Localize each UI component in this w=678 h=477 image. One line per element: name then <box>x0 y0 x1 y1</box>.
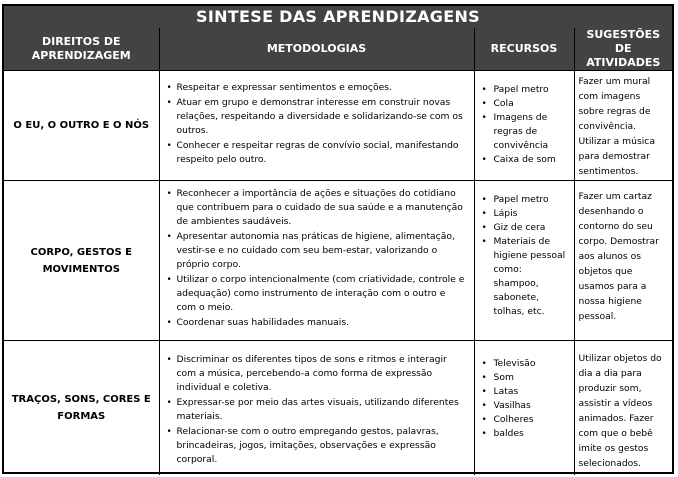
list-item: • Discriminar os diferentes tipos de sons e ritmos e interagir com a música, percebendo-a como forma de expressão individual e coletiva. <box>164 353 468 395</box>
sugestoes-cell: Fazer um mural com imagens sobre regras de convivência. Utilizar a música para demostrar sentimentos. <box>574 71 672 181</box>
recursos-cell <box>474 181 574 341</box>
synthesis-table <box>4 28 672 475</box>
recursos-cell <box>474 341 574 475</box>
list-item: • Lápis <box>479 207 570 221</box>
synthesis-table-frame <box>2 4 674 474</box>
list-item: • Materiais de higiene pessoal como: shampoo, sabonete, tolhas, etc. <box>479 235 570 319</box>
list-item: • Apresentar autonomia nas práticas de higiene, alimentação, vestir-se e no cuidado com seu bem-estar, valorizando o próprio corpo. <box>164 230 468 272</box>
metodologias-cell <box>159 71 474 181</box>
metodologias-cell <box>159 181 474 341</box>
header-direitos: DIREITOS DE APRENDIZAGEM <box>4 28 159 71</box>
table-title: SINTESE DAS APRENDIZAGENS <box>4 6 672 28</box>
list-item: • Conhecer e respeitar regras de convívio social, manifestando respeito pelo outro. <box>164 139 468 167</box>
list-item: • baldes <box>479 427 570 441</box>
list-item: • Televisão <box>479 357 570 371</box>
direito-cell: O EU, O OUTRO E O NÓS <box>4 71 159 181</box>
header-metodologias: METODOLOGIAS <box>159 28 474 71</box>
list-item: • Colheres <box>479 413 570 427</box>
list-item: • Giz de cera <box>479 221 570 235</box>
header-recursos: RECURSOS <box>474 28 574 71</box>
list-item: • Papel metro <box>479 83 570 97</box>
table-row <box>4 181 672 341</box>
list-item: • Vasilhas <box>479 399 570 413</box>
list-item: • Papel metro <box>479 193 570 207</box>
sugestoes-cell: Utilizar objetos do dia a dia para produzir som, assistir a vídeos animados. Fazer com que o bebê imite os gestos selecionados. <box>574 341 672 475</box>
header-row <box>4 28 672 71</box>
direito-cell: CORPO, GESTOS E MOVIMENTOS <box>4 181 159 341</box>
list-item: • Imagens de regras de convivência <box>479 111 570 153</box>
header-sugestoes: SUGESTÕES DE ATIVIDADES <box>574 28 672 71</box>
table-row <box>4 71 672 181</box>
list-item: • Utilizar o corpo intencionalmente (com criatividade, controle e adequação) como instrumento de interação com o outro e com o meio. <box>164 273 468 315</box>
direito-cell: TRAÇOS, SONS, CORES E FORMAS <box>4 341 159 475</box>
list-item: • Caixa de som <box>479 153 570 167</box>
list-item: • Cola <box>479 97 570 111</box>
list-item: • Expressar-se por meio das artes visuais, utilizando diferentes materiais. <box>164 396 468 424</box>
list-item: • Relacionar-se com o outro empregando gestos, palavras, brincadeiras, jogos, imitações, observações e expressão corporal. <box>164 425 468 467</box>
list-item: • Som <box>479 371 570 385</box>
sugestoes-cell: Fazer um cartaz desenhando o contorno do seu corpo. Demostrar aos alunos os objetos que usamos para a nossa higiene pessoal. <box>574 181 672 341</box>
list-item: • Reconhecer a importância de ações e situações do cotidiano que contribuem para o cuidado de sua saúde e a manutenção de ambientes saudáveis. <box>164 187 468 229</box>
list-item: • Atuar em grupo e demonstrar interesse em construir novas relações, respeitando a diversidade e solidarizando-se com os outros. <box>164 96 468 138</box>
list-item: • Respeitar e expressar sentimentos e emoções. <box>164 81 468 95</box>
recursos-cell <box>474 71 574 181</box>
table-row <box>4 341 672 475</box>
metodologias-cell <box>159 341 474 475</box>
list-item: • Latas <box>479 385 570 399</box>
list-item: • Coordenar suas habilidades manuais. <box>164 316 468 330</box>
